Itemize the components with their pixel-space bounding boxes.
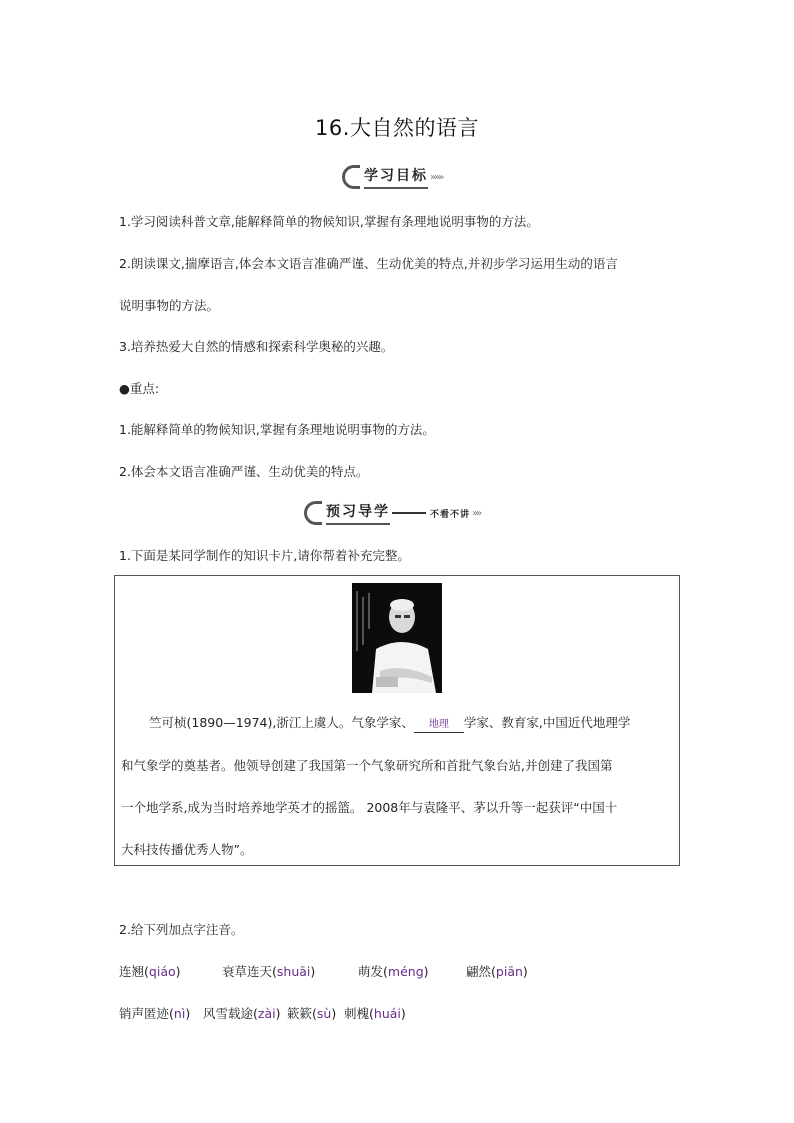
card-line-2: 和气象学的奠基者。他领导创建了我国第一个气象研究所和首批气象台站,并创建了我国第 <box>121 758 613 773</box>
knowledge-card <box>114 575 680 866</box>
double-chevron-icon: »» <box>472 507 481 519</box>
pinyin-answer: qiáo <box>148 964 176 979</box>
goal-2-cont: 说明事物的方法。 <box>119 298 220 313</box>
banner-dash <box>392 512 426 514</box>
portrait-photo <box>352 583 442 693</box>
card-line-1 <box>149 713 630 733</box>
answer-blank: 地理 <box>414 718 464 733</box>
pinyin-word: 翩然 <box>466 964 492 979</box>
pinyin-answer: huái <box>373 1006 401 1021</box>
pinyin-answer: nì <box>173 1006 186 1021</box>
pinyin-word: 簌簌 <box>287 1006 313 1021</box>
banner-title: 预习导学 <box>326 501 390 525</box>
pinyin-answer: piān <box>495 964 523 979</box>
banner-curl-icon <box>304 501 322 525</box>
pinyin-item: 刺槐(huái) <box>344 1006 406 1021</box>
pinyin-word: 萌发 <box>358 964 384 979</box>
pinyin-item: 销声匿迹(nì) <box>119 1006 191 1021</box>
page-title: 16.大自然的语言 <box>315 116 479 140</box>
pinyin-item: 连翘(qiáo) <box>119 964 181 979</box>
focus-item-1: 1.能解释简单的物候知识,掌握有条理地说明事物的方法。 <box>119 422 435 437</box>
pinyin-answer: sù <box>316 1006 332 1021</box>
preview-banner <box>304 498 480 528</box>
card-line-1-end: 学家、教育家,中国近代地理学 <box>463 715 631 730</box>
focus-heading: ●重点: <box>119 381 160 396</box>
banner-curl-icon <box>342 165 360 189</box>
question-1-prompt: 1.下面是某同学制作的知识卡片,请你帮着补充完整。 <box>119 548 410 563</box>
pinyin-item: 萌发(méng) <box>358 964 429 979</box>
double-chevron-icon: »»» <box>430 171 443 183</box>
pinyin-item: 翩然(piān) <box>466 964 528 979</box>
pinyin-item: 风雪载途(zài) <box>203 1006 281 1021</box>
banner-title: 学习目标 <box>364 165 428 189</box>
pinyin-word: 连翘 <box>119 964 145 979</box>
card-line-1-start: 竺可桢(1890—1974),浙江上虞人。气象学家、 <box>149 715 414 730</box>
goal-3: 3.培养热爱大自然的情感和探索科学奥秘的兴趣。 <box>119 339 394 354</box>
card-line-3: 一个地学系,成为当时培养地学英才的摇篮。 2008年与袁隆平、茅以升等一起获评“中国十 <box>121 800 618 815</box>
pinyin-item: 簌簌(sù) <box>287 1006 337 1021</box>
pinyin-word: 刺槐 <box>344 1006 370 1021</box>
pinyin-answer: shuāi <box>276 964 311 979</box>
pinyin-item: 衰草连天(shuāi) <box>222 964 316 979</box>
goal-1: 1.学习阅读科普文章,能解释简单的物候知识,掌握有条理地说明事物的方法。 <box>119 214 539 229</box>
goal-2: 2.朗读课文,揣摩语言,体会本文语言准确严谨、生动优美的特点,并初步学习运用生动的语言 <box>119 256 618 271</box>
card-line-4: 大科技传播优秀人物”。 <box>121 842 253 857</box>
banner-subtitle: 不看不讲 <box>430 509 471 520</box>
question-2-prompt: 2.给下列加点字注音。 <box>119 922 244 937</box>
pinyin-word: 销声匿迹 <box>119 1006 170 1021</box>
pinyin-word: 衰草连天 <box>222 964 273 979</box>
pinyin-answer: zài <box>257 1006 276 1021</box>
portrait-figure <box>352 583 442 693</box>
learning-goals-banner <box>342 162 442 192</box>
focus-item-2: 2.体会本文语言准确严谨、生动优美的特点。 <box>119 464 369 479</box>
pinyin-answer: méng <box>387 964 424 979</box>
pinyin-word: 风雪载途 <box>203 1006 254 1021</box>
